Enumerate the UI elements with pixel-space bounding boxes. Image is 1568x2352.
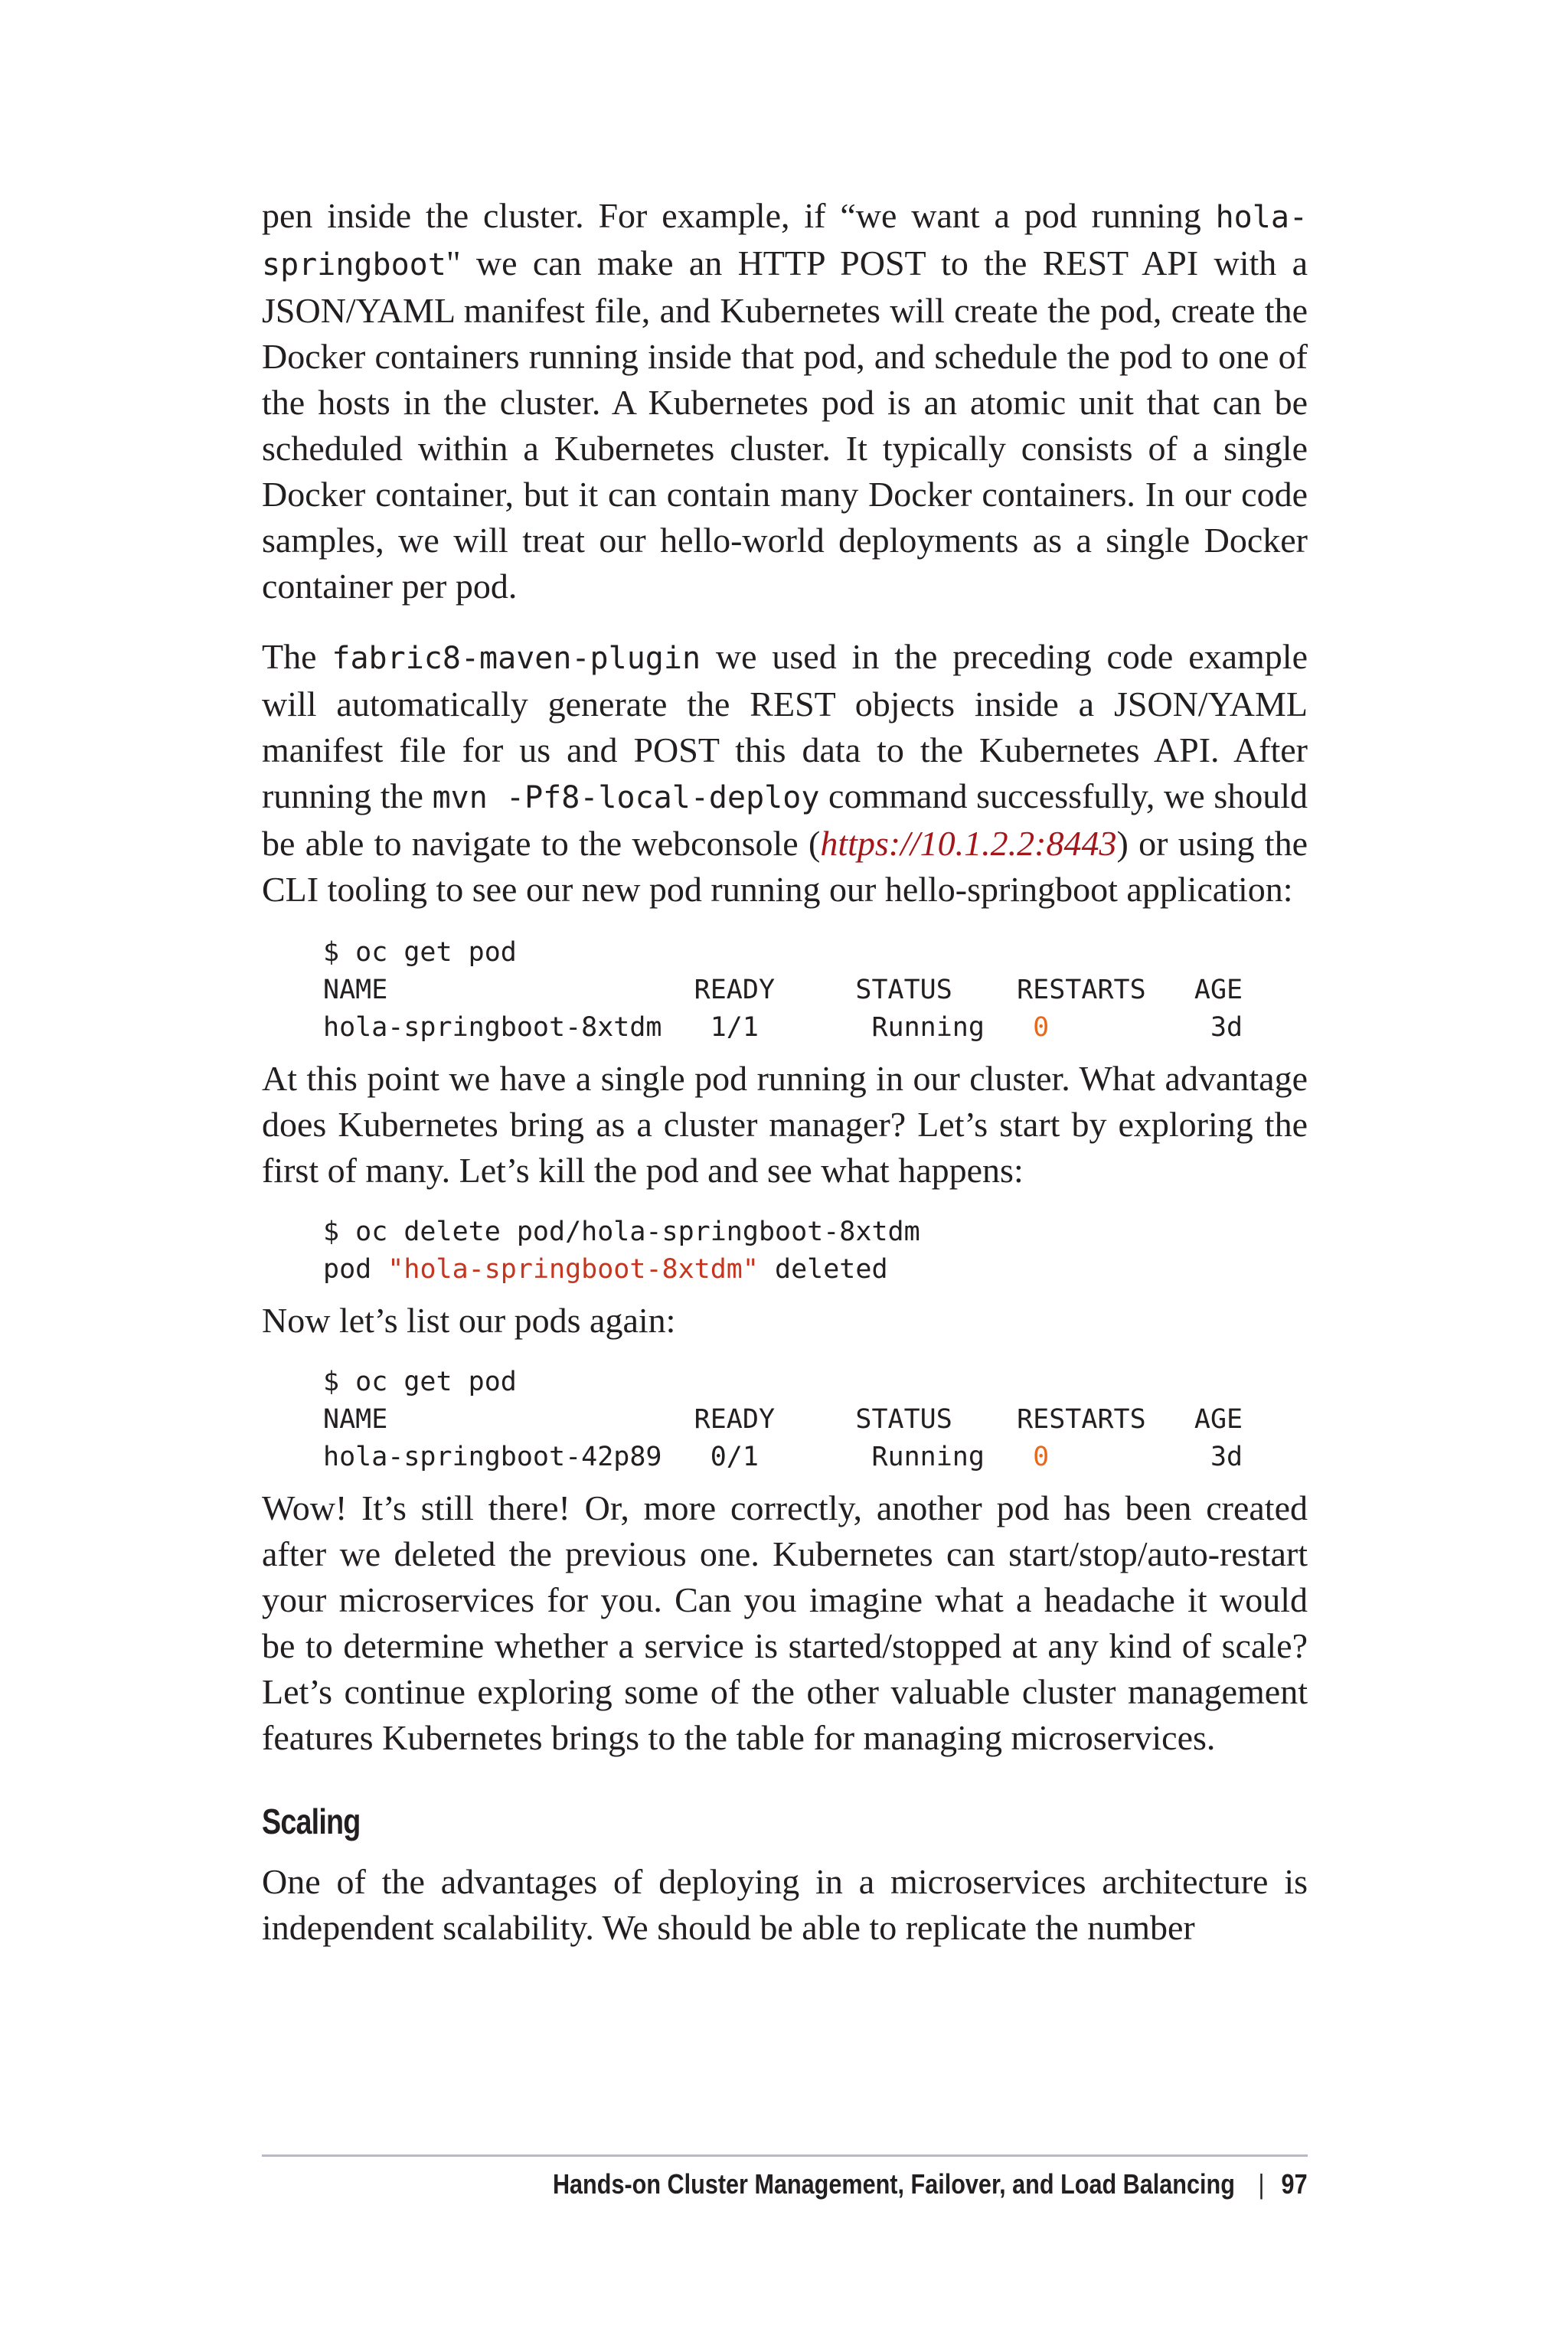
paragraph-still-there: Wow! It’s still there! Or, more correctly, another pod has been created after we deleted the previous one. Kubernetes can start/stop/auto-restart your microservices for you. Can you imagine what a headache it would be to determine whether a service is started/stopped at any kind of scale? Let’s continue exploring some of the other valuable cluster management features Kubernetes brings to the table for managing microservices. <box>262 1488 1308 1757</box>
page-number: 97 <box>1281 2168 1308 2200</box>
footer-separator: | <box>1258 2168 1265 2200</box>
code-line: hola-springboot-8xtdm 1/1 Running <box>323 1012 1034 1043</box>
text: The <box>262 637 332 676</box>
chapter-title: Hands-on Cluster Management, Failover, and Load Balancing <box>553 2168 1236 2200</box>
text: we used in the preceding code example will automatically generate the REST objects inside a JSON/YAML manifest file for us and POST this data to the Kubernetes API. After running the <box>262 637 1308 815</box>
code-line: $ oc get pod <box>323 937 517 968</box>
inline-code-mvn-command: mvn -Pf8-local-deploy <box>432 780 820 815</box>
section-heading-scaling: Scaling <box>262 1802 361 1841</box>
code-block-get-pod-again <box>262 1364 1308 1476</box>
code-line: 3d <box>1049 1012 1243 1043</box>
code-line: NAME READY STATUS RESTARTS AGE <box>323 975 1243 1005</box>
code-line: hola-springboot-42p89 0/1 Running <box>323 1442 1034 1472</box>
running-footer <box>553 2168 1308 2200</box>
text: " we can make an HTTP POST to the REST API with a JSON/YAML manifest file, and Kubernetes will create the pod, create the Docker containers running inside that pod, and schedule the pod to one of the hosts in the cluster. A Kubernetes pod is an atomic unit that can be scheduled within a Kubernetes cluster. It typically consists of a single Docker container, but it can contain many Docker containers. In our code samples, we will treat our hello-world deployments as a single Docker container per pod. <box>262 243 1308 606</box>
restarts-value: 0 <box>1033 1442 1050 1472</box>
paragraph-kill-pod: At this point we have a single pod running in our cluster. What advantage does Kubernetes bring as a cluster manager? Let’s start by exploring the first of many. Let’s kill the pod and see what happens: <box>262 1059 1308 1190</box>
paragraph-list-again: Now let’s list our pods again: <box>262 1301 676 1340</box>
pod-name-string: "hola-springboot-8xtdm" <box>387 1254 759 1285</box>
code-line: pod <box>323 1254 388 1285</box>
text: pen inside the cluster. For example, if “we want a pod running <box>262 196 1216 235</box>
paragraph-scaling: One of the advantages of deploying in a microservices architecture is independent scalability. We should be able to replicate the number <box>262 1862 1308 1947</box>
code-line: $ oc get pod <box>323 1367 517 1397</box>
page-content <box>262 193 1308 1951</box>
code-line: $ oc delete pod/hola-springboot-8xtdm <box>323 1217 920 1247</box>
text: command successfully, we should be able to navigate to the webconsole ( <box>262 776 1308 863</box>
text: ) or using the CLI tooling to see our new pod running our hello-springboot application: <box>262 824 1308 909</box>
webconsole-link[interactable]: https://10.1.2.2:8443 <box>820 824 1117 863</box>
code-block-delete-pod <box>262 1214 1308 1289</box>
inline-code-fabric8-maven-plugin: fabric8-maven-plugin <box>332 641 701 676</box>
footer-rule <box>262 2154 1308 2157</box>
code-line: NAME READY STATUS RESTARTS AGE <box>323 1404 1243 1435</box>
code-block-get-pod <box>262 934 1308 1047</box>
code-line: 3d <box>1049 1442 1243 1472</box>
code-line: deleted <box>758 1254 888 1285</box>
restarts-value: 0 <box>1033 1012 1050 1043</box>
inline-code-hola-springboot: hola-springboot <box>262 200 1308 283</box>
paragraph-fabric8-plugin <box>262 634 1308 913</box>
paragraph-pod-intro <box>262 193 1308 609</box>
